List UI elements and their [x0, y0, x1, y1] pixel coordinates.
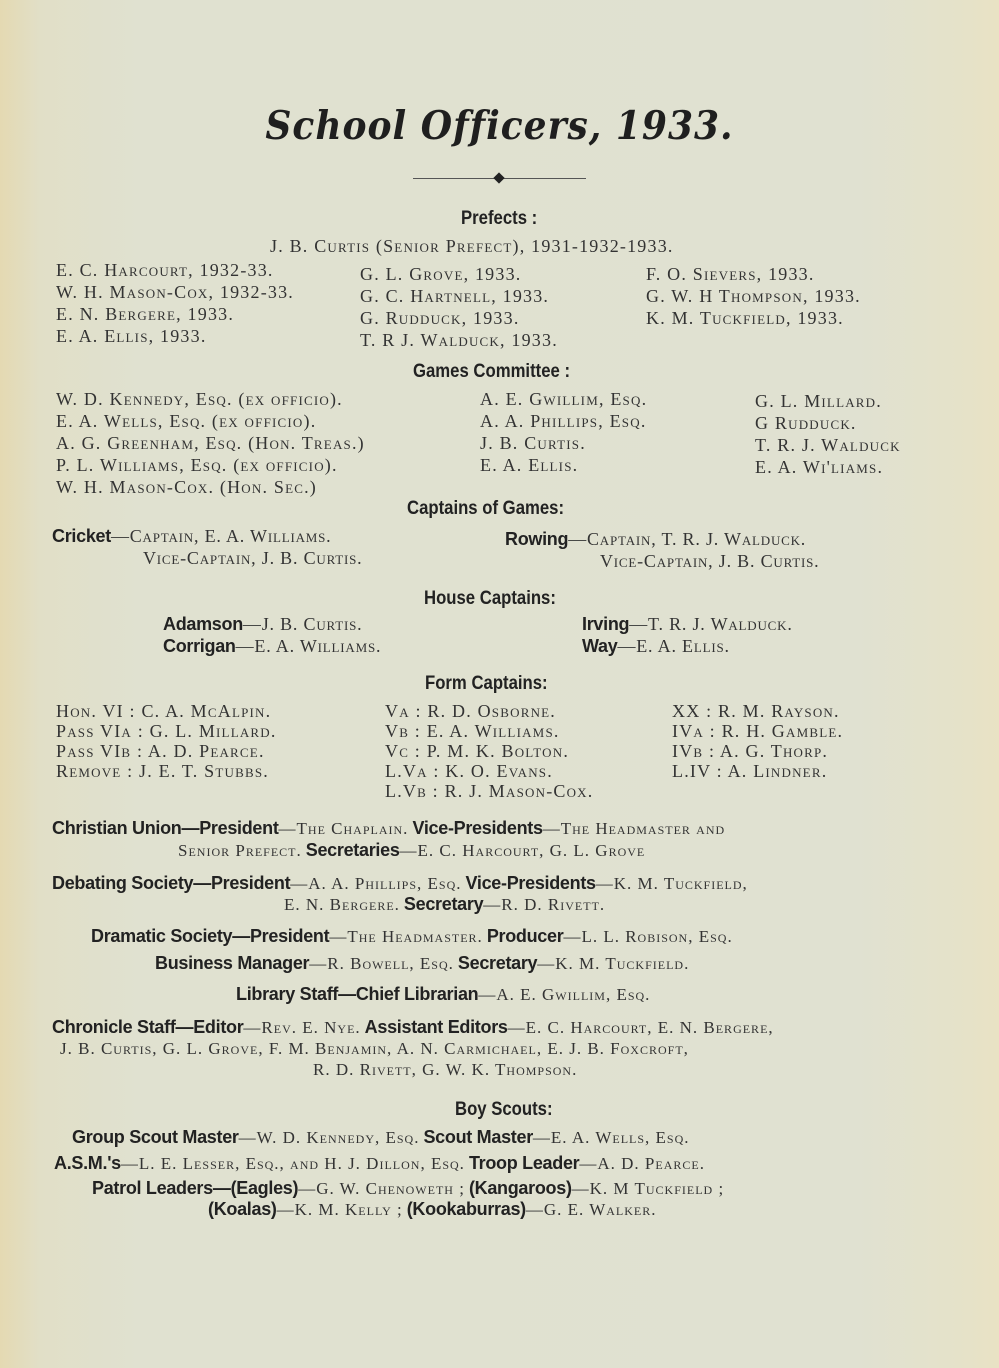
role-label: Vice-Presidents — [412, 818, 543, 838]
form-captain-item: Pass VIa : G. L. Millard. — [56, 721, 277, 741]
debating-society-line-2 — [284, 894, 605, 915]
prefect-item: E. N. Bergere, 1933. — [56, 304, 235, 324]
role-value: —L. E. Lesser, Esq., and H. J. Dillon, Esq. — [120, 1154, 465, 1173]
role-label: A.S.M.'s — [54, 1153, 121, 1173]
role-value: —K. M. Tuckfield, — [595, 874, 748, 893]
prefect-item: G. L. Grove, 1933. — [360, 264, 522, 284]
role-value: —E. C. Harcourt, G. L. Grove — [399, 841, 646, 860]
boy-scouts-line-4 — [208, 1199, 657, 1220]
cricket-vice-captain: Vice-Captain, J. B. Curtis. — [143, 548, 363, 568]
prefects-heading: Prefects : — [461, 208, 538, 229]
debating-society-line-1: Debating Society—President—A. A. Phillips, Esq. Vice-Presidents—K. M. Tuckfield, — [52, 873, 748, 893]
role-value: —The Headmaster. — [329, 927, 483, 946]
prefect-item: K. M. Tuckfield, 1933. — [646, 308, 844, 328]
form-captain-item: L.IV : A. Lindner. — [672, 761, 828, 781]
prefect-item: T. R J. Walduck, 1933. — [360, 330, 558, 350]
dramatic-society-line-2 — [155, 953, 689, 974]
rowing-captain: —Captain, T. R. J. Walduck. — [568, 529, 807, 549]
debating-label: Debating Society — [52, 873, 194, 893]
role-value: —L. L. Robison, Esq. — [563, 927, 733, 946]
prefect-item: E. A. Ellis, 1933. — [56, 326, 207, 346]
dramatic-label: Dramatic Society — [91, 926, 233, 946]
dramatic-society-line-1: Dramatic Society—President—The Headmaster. Producer—L. L. Robison, Esq. — [91, 926, 733, 946]
prefect-item: G. C. Hartnell, 1933. — [360, 286, 550, 306]
patrol-label: (Kookaburras) — [406, 1199, 526, 1219]
role-label: Secretaries — [305, 840, 400, 860]
christian-union-line-1: Christian Union—President—The Chaplain. Vice-Presidents—The Headmaster and — [52, 818, 726, 838]
role-label: Producer — [486, 926, 564, 946]
prefect-item: W. H. Mason-Cox, 1932-33. — [56, 282, 295, 302]
prefect-item: F. O. Sievers, 1933. — [646, 264, 815, 284]
role-label: Chief Librarian — [355, 984, 479, 1004]
chronicle-label: Chronicle Staff — [52, 1017, 176, 1037]
role-value: Senior Prefect. — [178, 841, 302, 860]
role-value: —A. D. Pearce. — [579, 1154, 705, 1173]
committee-item: E. A. Wi'liams. — [755, 457, 884, 477]
form-captain-item: Pass VIb : A. D. Pearce. — [56, 741, 265, 761]
chronicle-staff-line-1: Chronicle Staff—Editor—Rev. E. Nye. Assistant Editors—E. C. Harcourt, E. N. Bergere, — [52, 1017, 774, 1037]
form-captain-item: XX : R. M. Rayson. — [672, 701, 840, 721]
prefect-item: E. C. Harcourt, 1932-33. — [56, 260, 274, 280]
committee-item: W. H. Mason-Cox. (Hon. Sec.) — [56, 477, 317, 497]
committee-item: J. B. Curtis. — [480, 433, 586, 453]
library-label: Library Staff — [236, 984, 339, 1004]
boy-scouts-line-1 — [72, 1127, 690, 1148]
committee-item: A. A. Phillips, Esq. — [480, 411, 647, 431]
house-name: Adamson — [163, 614, 243, 634]
form-captain-item: Va : R. D. Osborne. — [385, 701, 556, 721]
boy-scouts-heading: Boy Scouts: — [455, 1099, 553, 1120]
role-value: —W. D. Kennedy, Esq. — [238, 1128, 420, 1147]
role-value: —E. C. Harcourt, E. N. Bergere, — [507, 1018, 774, 1037]
role-value: —Rev. E. Nye. — [243, 1018, 361, 1037]
cricket-captain-line — [52, 526, 331, 547]
boy-scouts-line-3: Patrol Leaders—(Eagles)—G. W. Chenoweth ; (Kangaroos)—K. M Tuckfield ; — [92, 1178, 725, 1198]
committee-item: T. R. J. Walduck — [755, 435, 901, 455]
patrol-label: (Kangaroos) — [468, 1178, 572, 1198]
captain-name: —T. R. J. Walduck. — [629, 614, 793, 634]
house-captain-item — [163, 636, 381, 657]
role-label: President — [199, 818, 279, 838]
rowing-label: Rowing — [505, 529, 569, 549]
page-title: School Officers, 1933. — [265, 102, 734, 150]
role-label: Patrol Leaders — [92, 1178, 213, 1198]
committee-item: A. E. Gwillim, Esq. — [480, 389, 648, 409]
house-captain-item — [582, 614, 793, 635]
form-captain-item: IVb : A. G. Thorp. — [672, 741, 829, 761]
form-captain-item: L.Vb : R. J. Mason-Cox. — [385, 781, 594, 801]
house-captain-item — [163, 614, 362, 635]
house-name: Corrigan — [163, 636, 236, 656]
role-label: Vice-Presidents — [465, 873, 596, 893]
prefect-item: G. Rudduck, 1933. — [360, 308, 520, 328]
form-captain-item: Vb : E. A. Williams. — [385, 721, 560, 741]
rowing-vice-captain: Vice-Captain, J. B. Curtis. — [600, 551, 820, 571]
role-label: Assistant Editors — [364, 1017, 508, 1037]
patrol-label: (Koalas) — [208, 1199, 277, 1219]
role-label: Scout Master — [423, 1127, 533, 1147]
form-captain-item: Vc : P. M. K. Bolton. — [385, 741, 570, 761]
role-label: Group Scout Master — [72, 1127, 239, 1147]
house-name: Way — [582, 636, 618, 656]
form-captain-item: IVa : R. H. Gamble. — [672, 721, 844, 741]
role-label: Troop Leader — [468, 1153, 580, 1173]
patrol-value: —K. M. Kelly ; — [276, 1200, 403, 1219]
committee-item: G Rudduck. — [755, 413, 857, 433]
cricket-label: Cricket — [52, 526, 111, 546]
role-label: Editor — [193, 1017, 244, 1037]
form-captain-item: L.Va : K. O. Evans. — [385, 761, 553, 781]
chronicle-staff-line-2: J. B. Curtis, G. L. Grove, F. M. Benjamin, A. N. Carmichael, E. J. B. Foxcroft, — [60, 1039, 689, 1058]
role-value: —K. M. Tuckfield. — [537, 954, 690, 973]
role-value: —A. A. Phillips, Esq. — [290, 874, 462, 893]
committee-item: W. D. Kennedy, Esq. (ex officio). — [56, 389, 343, 409]
patrol-value: —G. E. Walker. — [525, 1200, 657, 1219]
role-label: Secretary — [457, 953, 538, 973]
form-captains-heading: Form Captains: — [425, 673, 548, 694]
form-captain-item: Remove : J. E. T. Stubbs. — [56, 761, 269, 781]
role-value: —The Chaplain. — [278, 819, 409, 838]
house-name: Irving — [582, 614, 630, 634]
form-captain-item: Hon. VI : C. A. McAlpin. — [56, 701, 272, 721]
patrol-value: —K. M Tuckfield ; — [571, 1179, 725, 1198]
cricket-captain: —Captain, E. A. Williams. — [110, 526, 332, 546]
role-value: —The Headmaster and — [542, 819, 726, 838]
role-value: —E. A. Wells, Esq. — [532, 1128, 690, 1147]
committee-item: A. G. Greenham, Esq. (Hon. Treas.) — [56, 433, 365, 453]
patrol-label: (Eagles) — [230, 1178, 299, 1198]
christian-union-label: Christian Union — [52, 818, 182, 838]
role-label: President — [249, 926, 330, 946]
christian-union-line-2 — [178, 840, 645, 861]
role-value: —R. D. Rivett. — [483, 895, 606, 914]
role-label: Business Manager — [155, 953, 310, 973]
captain-name: —E. A. Williams. — [235, 636, 382, 656]
captain-name: —J. B. Curtis. — [242, 614, 363, 634]
prefect-item: G. W. H Thompson, 1933. — [646, 286, 861, 306]
role-label: Secretary — [403, 894, 484, 914]
captains-of-games-heading: Captains of Games: — [407, 498, 565, 519]
rowing-captain-line — [505, 529, 806, 550]
house-captains-heading: House Captains: — [424, 588, 556, 609]
patrol-value: —G. W. Chenoweth ; — [298, 1179, 465, 1198]
committee-item: G. L. Millard. — [755, 391, 882, 411]
boy-scouts-line-2 — [54, 1153, 705, 1174]
captain-name: —E. A. Ellis. — [617, 636, 730, 656]
committee-item: P. L. Williams, Esq. (ex officio). — [56, 455, 338, 475]
games-committee-heading: Games Committee : — [413, 361, 571, 382]
role-value: E. N. Bergere. — [284, 895, 400, 914]
role-label: President — [210, 873, 291, 893]
library-staff-line: Library Staff—Chief Librarian—A. E. Gwillim, Esq. — [236, 984, 651, 1004]
senior-prefect: J. B. Curtis (Senior Prefect), 1931-1932-1933. — [270, 236, 674, 256]
diamond-ornament-icon — [493, 172, 504, 183]
committee-item: E. A. Ellis. — [480, 455, 579, 475]
role-value: —R. Bowell, Esq. — [309, 954, 454, 973]
house-captain-item — [582, 636, 730, 657]
committee-item: E. A. Wells, Esq. (ex officio). — [56, 411, 317, 431]
chronicle-staff-line-3: R. D. Rivett, G. W. K. Thompson. — [313, 1060, 578, 1079]
role-value: —A. E. Gwillim, Esq. — [478, 985, 651, 1004]
